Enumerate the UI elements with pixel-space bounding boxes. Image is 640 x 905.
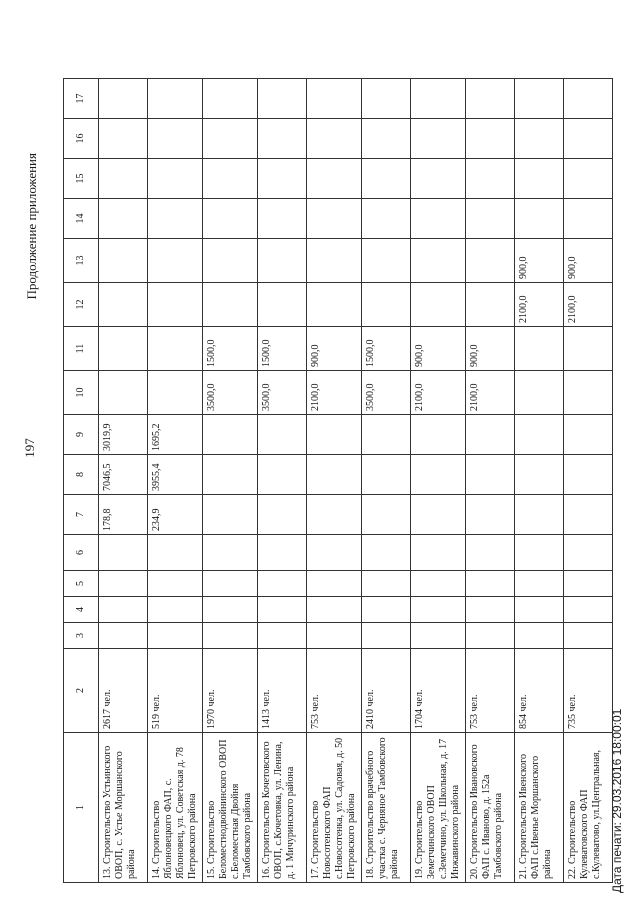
- value-cell: [466, 79, 515, 119]
- value-cell: 2100,0: [307, 371, 362, 415]
- value-cell: [148, 371, 203, 415]
- value-cell: [362, 159, 411, 199]
- value-cell: [99, 283, 148, 327]
- value-cell: [258, 535, 307, 571]
- value-cell: [411, 283, 466, 327]
- value-cell: [148, 597, 203, 623]
- population-cell: 1704 чел.: [411, 649, 466, 733]
- population-cell: 1413 чел.: [258, 649, 307, 733]
- value-cell: [203, 239, 258, 283]
- value-cell: [564, 495, 613, 535]
- value-cell: 1500,0: [362, 327, 411, 371]
- column-header: 17: [64, 79, 99, 119]
- value-cell: 3500,0: [362, 371, 411, 415]
- value-cell: [203, 597, 258, 623]
- value-cell: [99, 327, 148, 371]
- value-cell: 3955,4: [148, 455, 203, 495]
- value-cell: [564, 371, 613, 415]
- value-cell: 178,8: [99, 495, 148, 535]
- value-cell: [203, 495, 258, 535]
- value-cell: 1500,0: [258, 327, 307, 371]
- value-cell: [466, 597, 515, 623]
- facility-name-cell: 22. Строительство Кулеватовского ФАП с.Кулеватово, ул.Центральная,: [564, 733, 613, 883]
- value-cell: [99, 79, 148, 119]
- value-cell: [148, 119, 203, 159]
- column-header: 14: [64, 199, 99, 239]
- value-cell: [148, 623, 203, 649]
- value-cell: [411, 571, 466, 597]
- value-cell: [362, 495, 411, 535]
- page-number: 197: [22, 438, 37, 458]
- value-cell: [203, 571, 258, 597]
- value-cell: 1500,0: [203, 327, 258, 371]
- value-cell: [466, 159, 515, 199]
- value-cell: [564, 415, 613, 455]
- value-cell: [203, 535, 258, 571]
- value-cell: [564, 597, 613, 623]
- value-cell: [466, 239, 515, 283]
- value-cell: [362, 623, 411, 649]
- appendix-title: Продолжение приложения: [24, 153, 39, 300]
- value-cell: [564, 79, 613, 119]
- value-cell: [258, 283, 307, 327]
- value-cell: [515, 535, 564, 571]
- value-cell: 3019,9: [99, 415, 148, 455]
- population-cell: 753 чел.: [466, 649, 515, 733]
- value-cell: 900,0: [515, 239, 564, 283]
- value-cell: [307, 199, 362, 239]
- value-cell: [99, 159, 148, 199]
- facility-name-cell: 13. Строительство Устьинского ОВОП, с. Устье Моршанского района: [99, 733, 148, 883]
- facility-name-cell: 19. Строительство Земетчинского ОВОП с.Земетчино, ул. Школьная, д. 17 Инжавинского района: [411, 733, 466, 883]
- population-cell: 753 чел.: [307, 649, 362, 733]
- value-cell: [203, 199, 258, 239]
- value-cell: 3500,0: [258, 371, 307, 415]
- value-cell: 2100,0: [564, 283, 613, 327]
- rotated-page: [18, 13, 628, 893]
- value-cell: [564, 623, 613, 649]
- value-cell: [564, 455, 613, 495]
- population-cell: 854 чел.: [515, 649, 564, 733]
- value-cell: [307, 623, 362, 649]
- table-row: [203, 79, 258, 883]
- column-header: 3: [64, 623, 99, 649]
- value-cell: [515, 571, 564, 597]
- value-cell: 7046,5: [99, 455, 148, 495]
- table-row: [515, 79, 564, 883]
- value-cell: [258, 239, 307, 283]
- value-cell: [362, 79, 411, 119]
- value-cell: [258, 415, 307, 455]
- value-cell: [258, 159, 307, 199]
- value-cell: [466, 535, 515, 571]
- value-cell: [564, 535, 613, 571]
- value-cell: [515, 159, 564, 199]
- value-cell: [307, 159, 362, 199]
- column-header: 8: [64, 455, 99, 495]
- value-cell: [515, 79, 564, 119]
- value-cell: [362, 199, 411, 239]
- facility-name-cell: 15. Строительство Беломестнодвойнинского ОВОП с.Беломестная Двойня Тамбовского района: [203, 733, 258, 883]
- value-cell: [307, 455, 362, 495]
- value-cell: [411, 623, 466, 649]
- value-cell: [148, 239, 203, 283]
- value-cell: [258, 571, 307, 597]
- value-cell: [411, 415, 466, 455]
- column-header: 12: [64, 283, 99, 327]
- facility-name-cell: 16. Строительство Кочетовского ОВОП, с.Кочетовка, ул. Ленина, д. 1 Мичуринского района: [258, 733, 307, 883]
- value-cell: [99, 239, 148, 283]
- value-cell: 234,9: [148, 495, 203, 535]
- value-cell: [411, 239, 466, 283]
- population-cell: 519 чел.: [148, 649, 203, 733]
- value-cell: [258, 119, 307, 159]
- value-cell: [362, 597, 411, 623]
- facility-name-cell: 21. Строительство Ивенского ФАП с.Ивенье Моршанского района: [515, 733, 564, 883]
- population-cell: 735 чел.: [564, 649, 613, 733]
- value-cell: 2100,0: [515, 283, 564, 327]
- table-row: [148, 79, 203, 883]
- value-cell: 2100,0: [466, 371, 515, 415]
- value-cell: [564, 199, 613, 239]
- value-cell: [148, 535, 203, 571]
- value-cell: [564, 571, 613, 597]
- value-cell: [411, 455, 466, 495]
- column-header: 16: [64, 119, 99, 159]
- value-cell: [515, 455, 564, 495]
- column-header: 7: [64, 495, 99, 535]
- value-cell: [362, 119, 411, 159]
- value-cell: [411, 535, 466, 571]
- value-cell: [203, 623, 258, 649]
- value-cell: [564, 159, 613, 199]
- population-cell: 2617 чел.: [99, 649, 148, 733]
- value-cell: [411, 199, 466, 239]
- value-cell: [564, 119, 613, 159]
- value-cell: [466, 571, 515, 597]
- value-cell: [466, 495, 515, 535]
- facility-name-cell: 20. Строительство Ивановского ФАП с. Иваново, д. 152а Тамбовского района: [466, 733, 515, 883]
- value-cell: 3500,0: [203, 371, 258, 415]
- column-header: 10: [64, 371, 99, 415]
- value-cell: [307, 597, 362, 623]
- table-row: [564, 79, 613, 883]
- table-row: [99, 79, 148, 883]
- value-cell: [515, 119, 564, 159]
- value-cell: [99, 119, 148, 159]
- value-cell: [515, 495, 564, 535]
- column-header: 1: [64, 733, 99, 883]
- value-cell: [362, 239, 411, 283]
- population-cell: 2410 чел.: [362, 649, 411, 733]
- value-cell: [466, 415, 515, 455]
- value-cell: [307, 415, 362, 455]
- value-cell: [99, 371, 148, 415]
- value-cell: 1695,2: [148, 415, 203, 455]
- column-header: 4: [64, 597, 99, 623]
- value-cell: [258, 495, 307, 535]
- value-cell: [99, 571, 148, 597]
- data-table: [63, 78, 613, 883]
- value-cell: [148, 571, 203, 597]
- value-cell: [203, 119, 258, 159]
- value-cell: [307, 495, 362, 535]
- value-cell: 900,0: [564, 239, 613, 283]
- value-cell: [362, 455, 411, 495]
- population-cell: 1970 чел.: [203, 649, 258, 733]
- value-cell: [515, 371, 564, 415]
- value-cell: [203, 415, 258, 455]
- print-date: Дата печати: 29.03.2016 18:00:01: [610, 708, 624, 893]
- table-body: [99, 79, 613, 883]
- value-cell: [258, 597, 307, 623]
- value-cell: [515, 623, 564, 649]
- facility-name-cell: 14. Строительство Яблоновецкого ФАП, с. Яблоновец, ул. Советская д. 78 Петровского района: [148, 733, 203, 883]
- value-cell: [515, 327, 564, 371]
- value-cell: [258, 455, 307, 495]
- table-row: [466, 79, 515, 883]
- value-cell: [466, 283, 515, 327]
- value-cell: [258, 79, 307, 119]
- table-row: [411, 79, 466, 883]
- value-cell: [258, 623, 307, 649]
- value-cell: [203, 79, 258, 119]
- facility-name-cell: 17. Строительство Новосотенского ФАП с.Новосотенка, ул. Садовая, д. 50 Петровского района: [307, 733, 362, 883]
- value-cell: [564, 327, 613, 371]
- value-cell: [515, 199, 564, 239]
- column-header: 11: [64, 327, 99, 371]
- value-cell: [148, 79, 203, 119]
- column-header: 2: [64, 649, 99, 733]
- facility-name-cell: 18. Строительство врачебного участка с. Черняное Тамбовского района: [362, 733, 411, 883]
- value-cell: 900,0: [307, 327, 362, 371]
- value-cell: [362, 415, 411, 455]
- value-cell: [203, 455, 258, 495]
- value-cell: [148, 159, 203, 199]
- value-cell: [411, 79, 466, 119]
- column-header: 15: [64, 159, 99, 199]
- table-row: [307, 79, 362, 883]
- value-cell: [99, 199, 148, 239]
- value-cell: [148, 283, 203, 327]
- value-cell: [307, 283, 362, 327]
- value-cell: [99, 535, 148, 571]
- value-cell: [99, 623, 148, 649]
- table-header-row: [64, 79, 99, 883]
- value-cell: [362, 571, 411, 597]
- value-cell: [466, 199, 515, 239]
- value-cell: [466, 119, 515, 159]
- value-cell: 900,0: [466, 327, 515, 371]
- value-cell: [362, 283, 411, 327]
- value-cell: [411, 495, 466, 535]
- value-cell: [307, 239, 362, 283]
- column-header: 5: [64, 571, 99, 597]
- value-cell: [307, 535, 362, 571]
- value-cell: [362, 535, 411, 571]
- column-header: 6: [64, 535, 99, 571]
- table-row: [258, 79, 307, 883]
- value-cell: [307, 119, 362, 159]
- value-cell: [411, 119, 466, 159]
- value-cell: [203, 283, 258, 327]
- value-cell: [515, 597, 564, 623]
- value-cell: [411, 159, 466, 199]
- column-header: 13: [64, 239, 99, 283]
- value-cell: [148, 199, 203, 239]
- value-cell: [466, 455, 515, 495]
- value-cell: [148, 327, 203, 371]
- value-cell: [307, 571, 362, 597]
- value-cell: [203, 159, 258, 199]
- value-cell: [99, 597, 148, 623]
- value-cell: [258, 199, 307, 239]
- column-header: 9: [64, 415, 99, 455]
- value-cell: [411, 597, 466, 623]
- value-cell: 2100,0: [411, 371, 466, 415]
- value-cell: [515, 415, 564, 455]
- table-row: [362, 79, 411, 883]
- value-cell: [307, 79, 362, 119]
- value-cell: [466, 623, 515, 649]
- value-cell: 900,0: [411, 327, 466, 371]
